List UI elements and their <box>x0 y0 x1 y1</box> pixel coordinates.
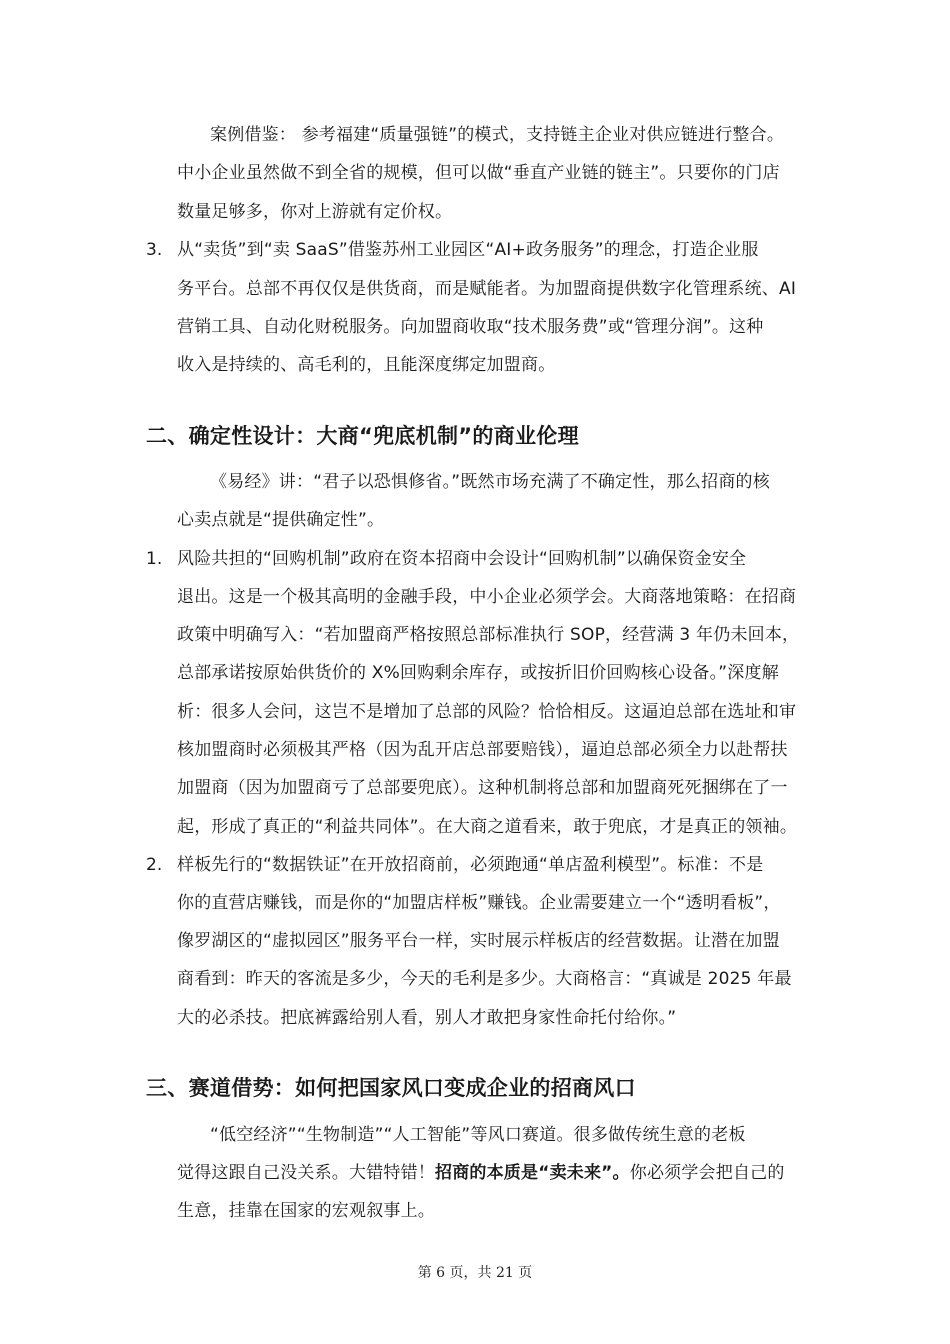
section-heading: 二、确定性设计：大商“兜底机制”的商业伦理 <box>146 424 579 448</box>
emphasis-text: 招商的本质是“卖未来”。 <box>435 1163 630 1183</box>
paragraph-line: 数量足够多，你对上游就有定价权。 <box>177 202 453 222</box>
paragraph-line: 收入是持续的、高毛利的，且能深度绑定加盟商。 <box>177 355 556 375</box>
paragraph-line: 大的必杀技。把底裤露给别人看，别人才敢把身家性命托付给你。” <box>177 1008 677 1028</box>
paragraph-line: 案例借鉴： 参考福建“质量强链”的模式，支持链主企业对供应链进行整合。 <box>210 125 785 145</box>
list-number: 2. <box>146 855 163 875</box>
paragraph-line: 从“卖货”到“卖 SaaS”借鉴苏州工业园区“AI+政务服务”的理念，打造企业服 <box>177 240 759 260</box>
paragraph-line: 你的直营店赚钱，而是你的“加盟店样板”赚钱。企业需要建立一个“透明看板”， <box>177 893 781 913</box>
paragraph-line: 心卖点就是“提供确定性”。 <box>177 510 385 530</box>
paragraph-line: 《易经》讲：“君子以恐惧修省。”既然市场充满了不确定性，那么招商的核 <box>210 472 770 492</box>
paragraph-line: 析：很多人会问，这岂不是增加了总部的风险？恰恰相反。这逼迫总部在选址和审 <box>177 702 797 722</box>
paragraph-line: 政策中明确写入：“若加盟商严格按照总部标准执行 SOP，经营满 3 年仍未回本， <box>177 625 800 645</box>
paragraph-text: 觉得这跟自己没关系。大错特错！ <box>177 1163 435 1183</box>
paragraph-line: 核加盟商时必须极其严格（因为乱开店总部要赔钱），逼迫总部必须全力以赴帮扶 <box>177 740 788 760</box>
paragraph-line: 起，形成了真正的“利益共同体”。在大商之道看来，敢于兜底，才是真正的领袖。 <box>177 817 798 837</box>
paragraph-line <box>177 1162 785 1184</box>
paragraph-line: 加盟商（因为加盟商亏了总部要兜底）。这种机制将总部和加盟商死死捆绑在了一 <box>177 778 788 798</box>
paragraph-line: 退出。这是一个极其高明的金融手段，中小企业必须学会。大商落地策略：在招商 <box>177 587 797 607</box>
paragraph-line: 像罗湖区的“虚拟园区”服务平台一样，实时展示样板店的经营数据。让潜在加盟 <box>177 931 780 951</box>
paragraph-line: 样板先行的“数据铁证”在开放招商前，必须跑通“单店盈利模型”。标准：不是 <box>177 855 764 875</box>
paragraph-text: 你必须学会把自己的 <box>629 1163 785 1183</box>
section-heading: 三、赛道借势：如何把国家风口变成企业的招商风口 <box>146 1076 636 1100</box>
paragraph-line: 总部承诺按原始供货价的 X%回购剩余库存，或按折旧价回购核心设备。”深度解 <box>177 663 779 683</box>
paragraph-line: “低空经济”“生物制造”“人工智能”等风口赛道。很多做传统生意的老板 <box>210 1125 746 1145</box>
paragraph-line: 生意，挂靠在国家的宏观叙事上。 <box>177 1201 435 1221</box>
list-number: 1. <box>146 549 163 569</box>
paragraph-line: 中小企业虽然做不到全省的规模，但可以做“垂直产业链的链主”。只要你的门店 <box>177 163 780 183</box>
paragraph-line: 商看到：昨天的客流是多少，今天的毛利是多少。大商格言：“真诚是 2025 年最 <box>177 969 792 989</box>
paragraph-line: 风险共担的“回购机制”政府在资本招商中会设计“回购机制”以确保资金安全 <box>177 549 747 569</box>
paragraph-line: 营销工具、自动化财税服务。向加盟商收取“技术服务费”或“管理分润”。这种 <box>177 317 764 337</box>
list-number: 3. <box>146 240 163 260</box>
page-footer: 第 6 页，共 21 页 <box>417 1265 533 1281</box>
paragraph-line: 务平台。总部不再仅仅是供货商，而是赋能者。为加盟商提供数字化管理系统、AI <box>177 279 797 299</box>
